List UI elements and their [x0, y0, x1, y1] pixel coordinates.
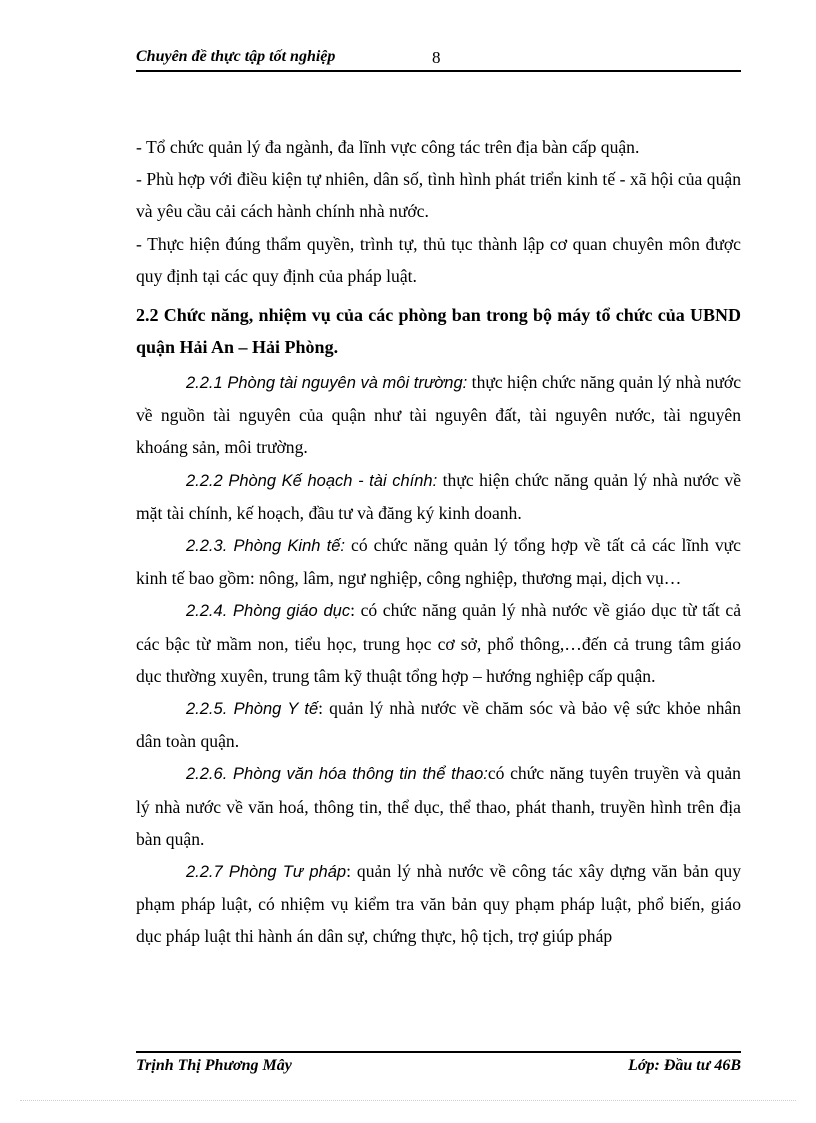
subsection-text: : quản lý nhà nước về chăm sóc và bảo vệ sức khỏe nhân dân toàn quận. — [136, 698, 741, 752]
subsection-text: có chức năng quản lý tổng hợp về tất cả các lĩnh vực kinh tế bao gồm: nông, lâm, ngư nghiệp, công nghiệp, thương mại, dịch vụ… — [136, 535, 741, 589]
page-header — [136, 46, 741, 72]
subsection-heading: 2.2.4. Phòng giáo dục — [186, 602, 351, 621]
subsection-text: thực hiện chức năng quản lý nhà nước về nguồn tài nguyên của quận như tài nguyên đất, tài nguyên nước, tài nguyên khoáng sản, môi trường. — [136, 372, 742, 458]
subsection-heading: 2.2.1 Phòng tài nguyên và môi trường: — [186, 374, 468, 393]
subsection-text: : quản lý nhà nước về công tác xây dựng văn bản quy phạm pháp luật, có nhiệm vụ kiểm tra văn bản quy phạm pháp luật, phổ biến, giáo dục pháp luật thi hành án dân sự, chứng thực, hộ tịch, trợ giúp pháp — [136, 861, 741, 947]
subsection-heading: 2.2.7 Phòng Tư pháp — [186, 863, 347, 882]
document-title: Chuyên đề thực tập tốt nghiệp — [136, 48, 336, 65]
page-footer — [136, 1051, 741, 1079]
bullet-paragraph: - Phù hợp với điều kiện tự nhiên, dân số, tình hình phát triển kinh tế - xã hội của quận và yêu cầu cải cách hành chính nhà nước. — [136, 169, 741, 222]
author-name: Trịnh Thị Phương Mây — [136, 1057, 292, 1074]
section-heading: 2.2 Chức năng, nhiệm vụ của các phòng ban trong bộ máy tổ chức của UBND quận Hải An – Hải Phòng. — [136, 305, 741, 358]
subsection-paragraph — [136, 757, 741, 855]
subsection-text: có chức năng tuyên truyền và quản lý nhà nước về văn hoá, thông tin, thể dục, thể thao, phát thanh, truyền hình trên địa bàn quận. — [136, 763, 741, 849]
subsection-text: : có chức năng quản lý nhà nước về giáo dục từ tất cả các bậc từ mầm non, tiểu học, trung học cơ sở, phổ thông,…đến cả trung tâm giáo dục thường xuyên, trung tâm kỹ thuật tổng hợp – hướng nghiệp cấp quận. — [136, 600, 742, 686]
subsection-heading: 2.2.3. Phòng Kinh tế: — [186, 537, 346, 556]
subsection-heading: 2.2.2 Phòng Kế hoạch - tài chính: — [186, 471, 438, 490]
subsection-paragraph — [136, 855, 741, 953]
page-number: 8 — [432, 48, 441, 67]
page-edge-divider — [20, 1100, 796, 1101]
subsection-paragraph — [136, 366, 741, 464]
subsection-paragraph — [136, 464, 741, 529]
bullet-paragraph: - Thực hiện đúng thẩm quyền, trình tự, thủ tục thành lập cơ quan chuyên môn được quy định tại các quy định của pháp luật. — [136, 233, 741, 286]
subsection-paragraph — [136, 594, 741, 692]
subsection-heading: 2.2.6. Phòng văn hóa thông tin thể thao: — [186, 765, 488, 784]
subsection-text: thực hiện chức năng quản lý nhà nước về mặt tài chính, kế hoạch, đầu tư và đăng ký kinh doanh. — [136, 469, 742, 523]
bullet-paragraph: - Tổ chức quản lý đa ngành, đa lĩnh vực công tác trên địa bàn cấp quận. — [136, 137, 640, 157]
subsection-paragraph — [136, 692, 741, 757]
subsection-heading: 2.2.5. Phòng Y tế — [186, 700, 319, 719]
subsection-paragraph — [136, 529, 741, 594]
page-body — [136, 131, 741, 953]
class-label: Lớp: Đầu tư 46B — [628, 1057, 741, 1074]
